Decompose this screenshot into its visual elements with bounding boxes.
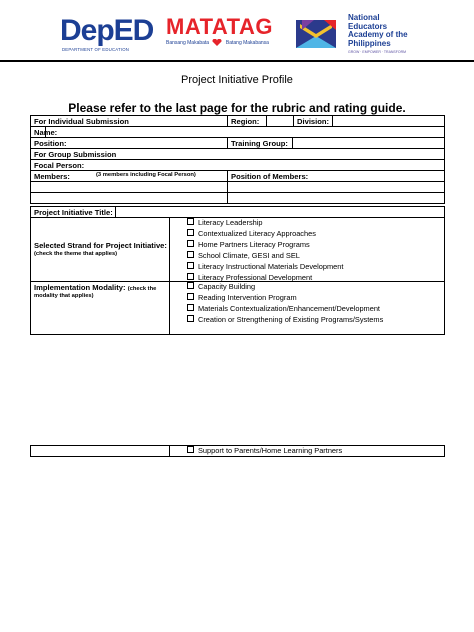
header-divider xyxy=(0,60,474,62)
strand-option-label: School Climate, GESI and SEL xyxy=(198,251,300,260)
deped-subtitle: DEPARTMENT OF EDUCATION xyxy=(62,47,130,52)
modality-label: Implementation Modality: xyxy=(34,283,126,292)
modality-option-label: Support to Parents/Home Learning Partners xyxy=(198,446,343,455)
matatag-logo xyxy=(166,14,286,54)
members-note: (3 members including Focal Person) xyxy=(96,172,196,178)
strand-option[interactable] xyxy=(187,239,310,250)
modality-option[interactable] xyxy=(187,292,297,303)
modality-note: (check the xyxy=(127,286,157,292)
strand-label: Selected Strand for Project Initiative: xyxy=(34,241,167,250)
modality-option[interactable] xyxy=(187,281,255,292)
group-submission-header: For Group Submission xyxy=(34,150,117,159)
checkbox-icon[interactable] xyxy=(187,315,194,322)
modality-note-continued: modality that applies) xyxy=(34,293,94,299)
modality-option-label: Materials Contextualization/Enhancement/Development xyxy=(198,304,380,313)
modality-option-label: Reading Intervention Program xyxy=(198,293,297,302)
position-label: Position: xyxy=(34,139,67,148)
checkbox-icon[interactable] xyxy=(187,251,194,258)
document-title: Project Initiative Profile xyxy=(181,74,293,86)
strand-option-label: Home Partners Literacy Programs xyxy=(198,240,310,249)
name-label: Name: xyxy=(34,128,58,137)
neap-book-icon xyxy=(294,16,344,52)
matatag-tagline xyxy=(166,39,269,46)
heart-icon xyxy=(212,39,222,46)
strand-option[interactable] xyxy=(187,250,300,261)
position-of-members-label: Position of Members: xyxy=(231,172,309,181)
strand-note: (check the theme that applies) xyxy=(34,251,118,257)
modality-option-label: Creation or Strengthening of Existing Programs/Systems xyxy=(198,315,384,324)
project-title-label: Project Initiative Title: xyxy=(34,208,113,217)
strand-option[interactable] xyxy=(187,261,343,272)
division-label: Division: xyxy=(297,117,330,126)
neap-logo-text xyxy=(348,14,418,54)
neap-name-line: Academy of the xyxy=(348,30,408,39)
extra-label-cell xyxy=(30,445,170,457)
deped-logo xyxy=(60,14,155,54)
matatag-tagline-right: Batang Makabansa xyxy=(225,39,269,46)
region-label: Region: xyxy=(231,117,260,126)
deped-logo-text: DepED xyxy=(60,14,154,47)
modality-option-label: Capacity Building xyxy=(198,282,256,291)
modality-option[interactable] xyxy=(187,445,342,456)
project-profile-form xyxy=(30,115,445,460)
focal-person-label: Focal Person: xyxy=(34,161,85,170)
checkbox-icon[interactable] xyxy=(187,240,194,247)
checkbox-icon[interactable] xyxy=(187,304,194,311)
neap-tagline: GROW · EMPOWER · TRANSFORM xyxy=(348,50,407,54)
strand-option[interactable] xyxy=(187,217,263,228)
strand-option[interactable] xyxy=(187,228,316,239)
neap-name-line: Philippines xyxy=(348,38,391,48)
member-position-field[interactable] xyxy=(227,192,445,204)
matatag-logo-text: MATATAG xyxy=(166,14,273,39)
checkbox-icon[interactable] xyxy=(187,282,194,289)
checkbox-icon[interactable] xyxy=(187,446,194,453)
individual-submission-header: For Individual Submission xyxy=(34,117,129,126)
matatag-tagline-left: Bansang Makabata xyxy=(166,39,210,46)
neap-name-line: Educators xyxy=(348,21,388,31)
member-name-field[interactable] xyxy=(30,192,228,204)
training-group-label: Training Group: xyxy=(231,139,288,148)
modality-option[interactable] xyxy=(187,314,383,325)
neap-name-line: National xyxy=(348,13,380,22)
modality-option[interactable] xyxy=(187,303,380,314)
strand-option-label: Literacy Professional Development xyxy=(198,273,313,282)
checkbox-icon[interactable] xyxy=(187,262,194,269)
strand-option-label: Literacy Leadership xyxy=(198,218,263,227)
strand-option-label: Contextualized Literacy Approaches xyxy=(198,229,316,238)
checkbox-icon[interactable] xyxy=(187,229,194,236)
strand-option-label: Literacy Instructional Materials Development xyxy=(198,262,344,271)
checkbox-icon[interactable] xyxy=(187,273,194,280)
checkbox-icon[interactable] xyxy=(187,218,194,225)
page-header xyxy=(0,0,474,62)
document-instruction: Please refer to the last page for the rubric and rating guide. xyxy=(68,101,406,115)
members-label: Members: xyxy=(34,172,70,181)
checkbox-icon[interactable] xyxy=(187,293,194,300)
